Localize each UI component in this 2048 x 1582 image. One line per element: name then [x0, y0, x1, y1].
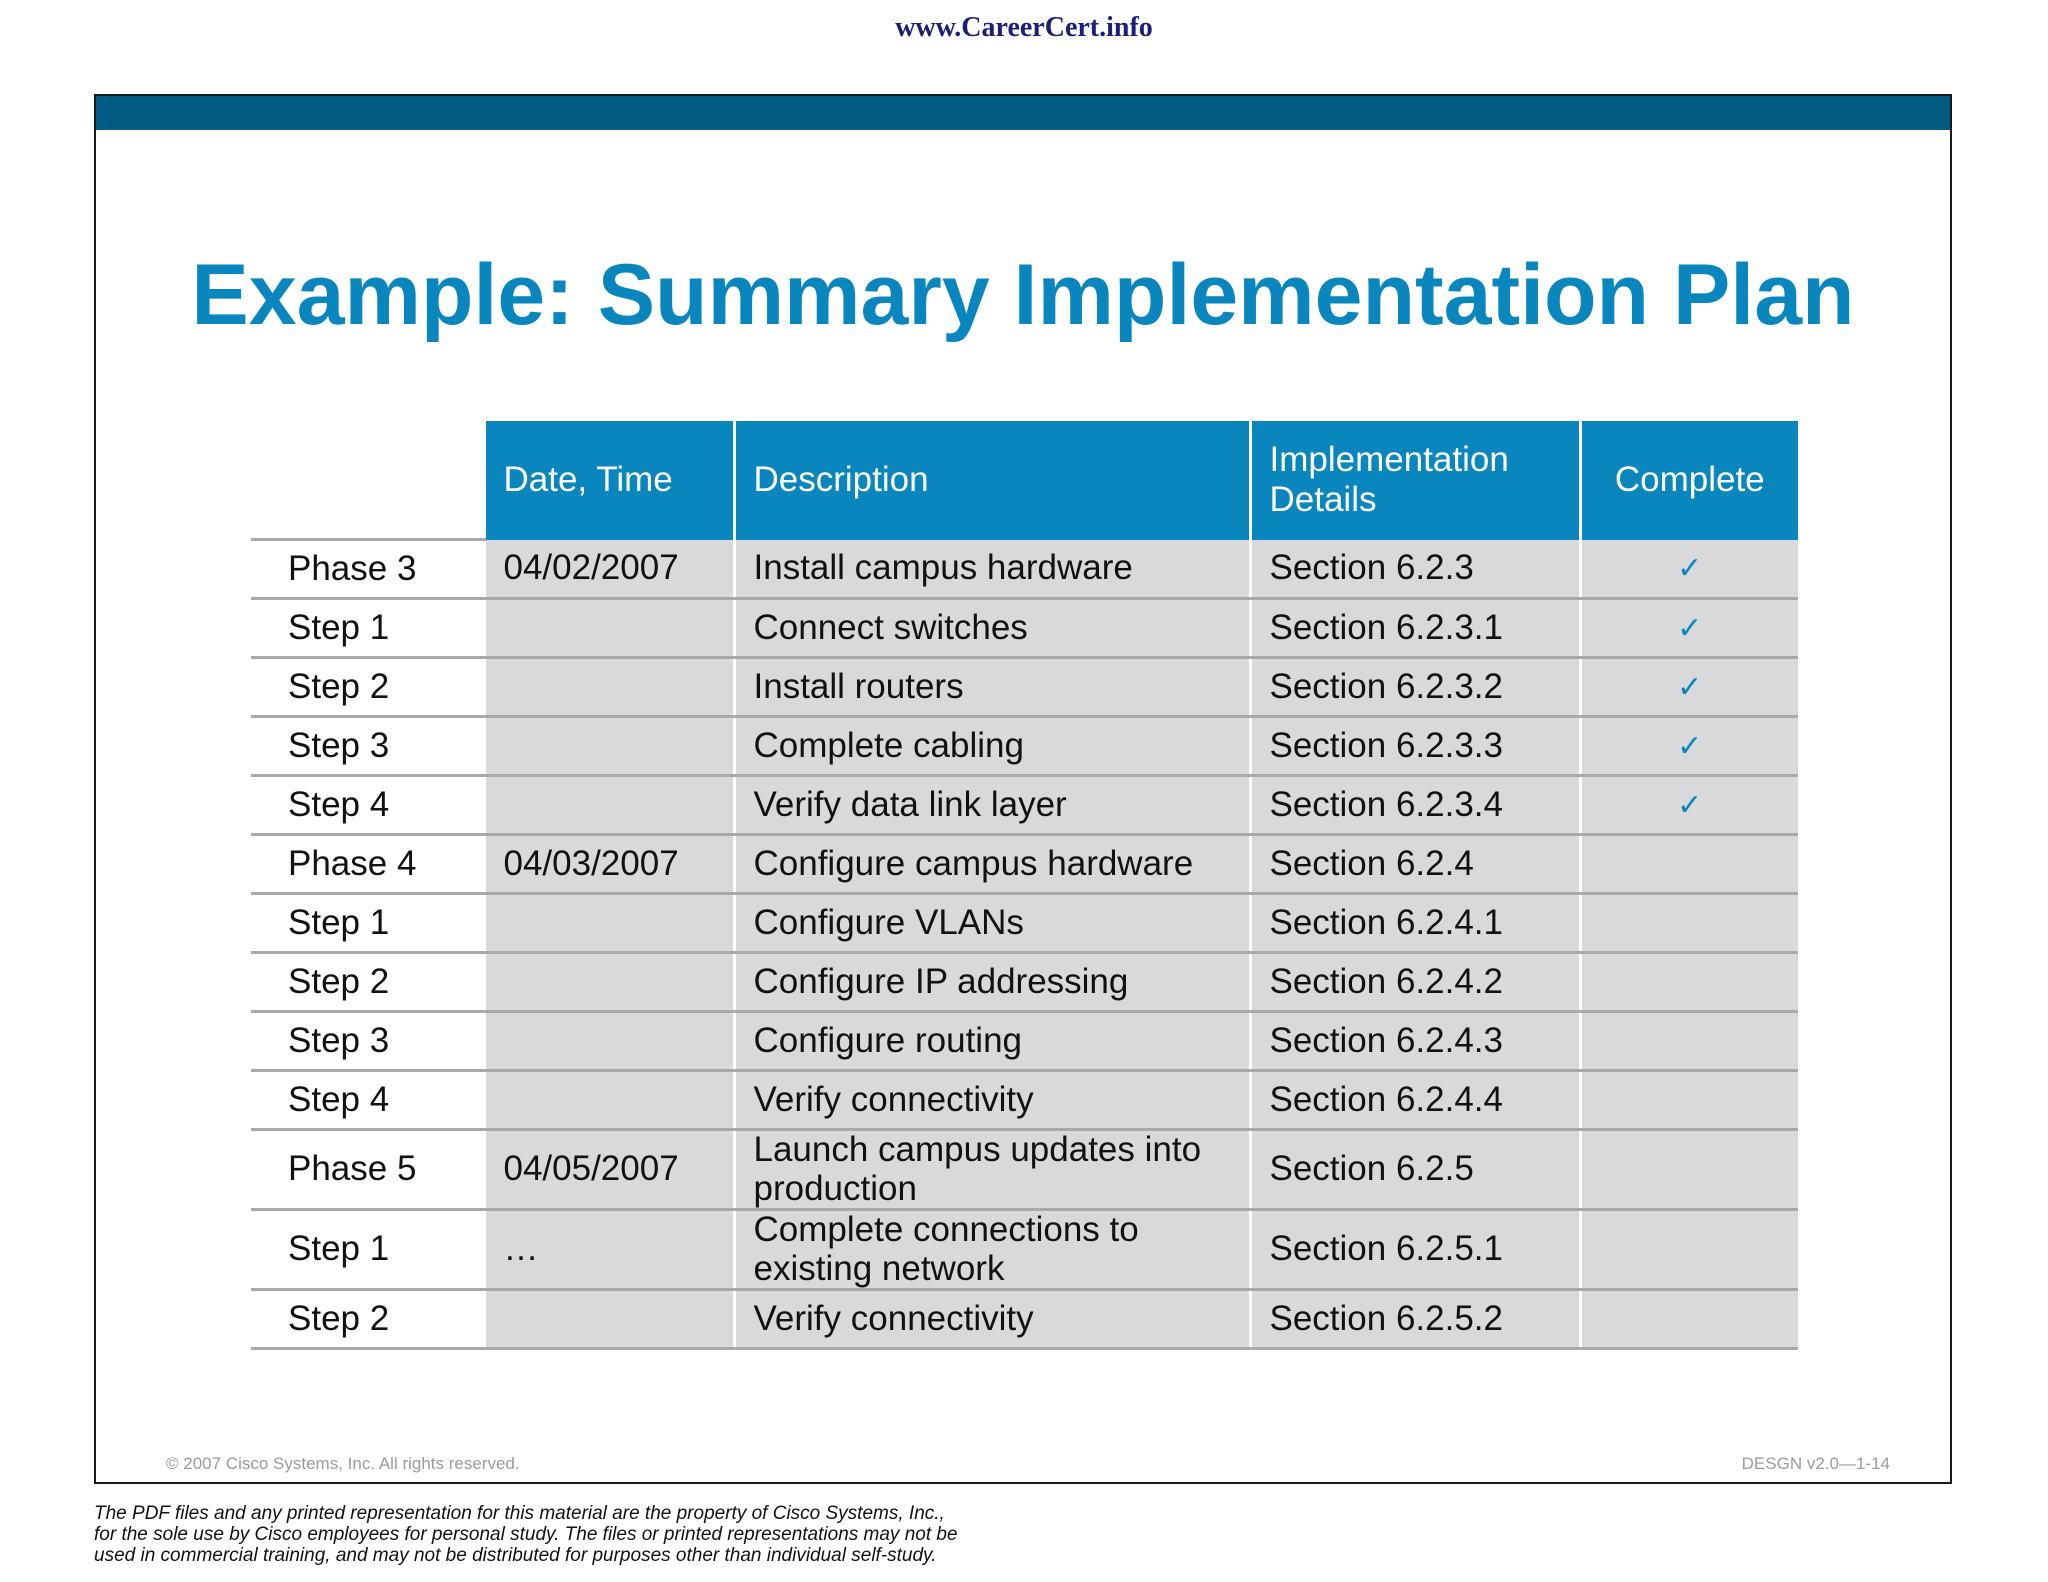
- row-complete: [1580, 953, 1798, 1012]
- row-description: Verify connectivity: [734, 1071, 1250, 1130]
- row-description: Configure campus hardware: [734, 835, 1250, 894]
- row-label: Step 1: [251, 894, 484, 953]
- disclaimer-line: The PDF files and any printed representation for this material are the property of Cisco Systems, Inc.,: [94, 1503, 945, 1524]
- checkmark-icon: ✓: [1580, 540, 1798, 599]
- row-label: Step 2: [251, 953, 484, 1012]
- implementation-plan-table: [251, 421, 1798, 1350]
- table-row: [251, 658, 1798, 717]
- disclaimer-line: for the sole use by Cisco employees for personal study. The files or printed representations may not be: [94, 1524, 958, 1545]
- table-row: [251, 540, 1798, 599]
- row-complete: [1580, 1210, 1798, 1290]
- slide: [94, 94, 1952, 1484]
- row-label: Phase 5: [251, 1130, 484, 1210]
- row-label: Phase 3: [251, 540, 484, 599]
- checkmark-icon: ✓: [1580, 599, 1798, 658]
- row-details: Section 6.2.3.3: [1250, 717, 1580, 776]
- slide-title: Example: Summary Implementation Plan: [191, 247, 1855, 343]
- table-row: [251, 776, 1798, 835]
- row-details: Section 6.2.4.3: [1250, 1012, 1580, 1071]
- header-complete: Complete: [1580, 421, 1798, 540]
- row-details: Section 6.2.3.4: [1250, 776, 1580, 835]
- row-description: Complete connections to existing network: [734, 1210, 1250, 1290]
- row-description: Connect switches: [734, 599, 1250, 658]
- row-date: …: [484, 1210, 734, 1290]
- disclaimer: [94, 1503, 1194, 1566]
- row-date: [484, 658, 734, 717]
- row-label: Step 4: [251, 776, 484, 835]
- row-label: Step 2: [251, 658, 484, 717]
- row-label: Phase 4: [251, 835, 484, 894]
- table-row: [251, 1130, 1798, 1210]
- table-header-row: [251, 421, 1798, 540]
- row-description: Install routers: [734, 658, 1250, 717]
- row-description: Configure routing: [734, 1012, 1250, 1071]
- checkmark-icon: ✓: [1580, 776, 1798, 835]
- table-row: [251, 1012, 1798, 1071]
- row-label: Step 1: [251, 1210, 484, 1290]
- table-row: [251, 1290, 1798, 1349]
- row-details: Section 6.2.5.1: [1250, 1210, 1580, 1290]
- row-details: Section 6.2.3: [1250, 540, 1580, 599]
- row-label: Step 4: [251, 1071, 484, 1130]
- slide-code: DESGN v2.0—1-14: [1741, 1454, 1890, 1473]
- header-implementation-line2: Details: [1269, 480, 1377, 520]
- row-date: [484, 599, 734, 658]
- row-date: [484, 894, 734, 953]
- row-date: 04/05/2007: [484, 1130, 734, 1210]
- row-description: Verify data link layer: [734, 776, 1250, 835]
- row-date: [484, 953, 734, 1012]
- slide-top-bar: [96, 96, 1950, 130]
- row-date: [484, 1290, 734, 1349]
- row-date: 04/02/2007: [484, 540, 734, 599]
- row-details: Section 6.2.4.2: [1250, 953, 1580, 1012]
- row-details: Section 6.2.3.1: [1250, 599, 1580, 658]
- table-row: [251, 599, 1798, 658]
- row-description: Complete cabling: [734, 717, 1250, 776]
- row-complete: [1580, 1290, 1798, 1349]
- row-label: Step 3: [251, 1012, 484, 1071]
- row-label: Step 2: [251, 1290, 484, 1349]
- row-date: 04/03/2007: [484, 835, 734, 894]
- site-url[interactable]: www.CareerCert.info: [895, 12, 1153, 43]
- row-details: Section 6.2.5.2: [1250, 1290, 1580, 1349]
- row-details: Section 6.2.4.4: [1250, 1071, 1580, 1130]
- row-date: [484, 1012, 734, 1071]
- row-date: [484, 776, 734, 835]
- row-complete: [1580, 894, 1798, 953]
- row-complete: [1580, 1012, 1798, 1071]
- row-details: Section 6.2.3.2: [1250, 658, 1580, 717]
- header-blank-cell: [251, 421, 484, 540]
- table-row: [251, 894, 1798, 953]
- table-row: [251, 1210, 1798, 1290]
- row-description: Configure IP addressing: [734, 953, 1250, 1012]
- row-description: Verify connectivity: [734, 1290, 1250, 1349]
- row-complete: [1580, 1071, 1798, 1130]
- disclaimer-line: used in commercial training, and may not be distributed for purposes other than individual self-study.: [94, 1545, 937, 1566]
- header-date-time: Date, Time: [484, 421, 734, 540]
- header-implementation-details: [1250, 421, 1580, 540]
- checkmark-icon: ✓: [1580, 658, 1798, 717]
- row-details: Section 6.2.4.1: [1250, 894, 1580, 953]
- table-row: [251, 835, 1798, 894]
- row-description: Install campus hardware: [734, 540, 1250, 599]
- checkmark-icon: ✓: [1580, 717, 1798, 776]
- row-complete: [1580, 1130, 1798, 1210]
- header-implementation-line1: Implementation: [1269, 440, 1509, 479]
- table-row: [251, 717, 1798, 776]
- slide-copyright: © 2007 Cisco Systems, Inc. All rights reserved.: [166, 1454, 520, 1473]
- row-label: Step 3: [251, 717, 484, 776]
- row-label: Step 1: [251, 599, 484, 658]
- row-date: [484, 1071, 734, 1130]
- row-complete: [1580, 835, 1798, 894]
- row-description: Configure VLANs: [734, 894, 1250, 953]
- header-description: Description: [734, 421, 1250, 540]
- row-details: Section 6.2.5: [1250, 1130, 1580, 1210]
- row-details: Section 6.2.4: [1250, 835, 1580, 894]
- row-description: Launch campus updates into production: [734, 1130, 1250, 1210]
- row-date: [484, 717, 734, 776]
- table-row: [251, 1071, 1798, 1130]
- table-row: [251, 953, 1798, 1012]
